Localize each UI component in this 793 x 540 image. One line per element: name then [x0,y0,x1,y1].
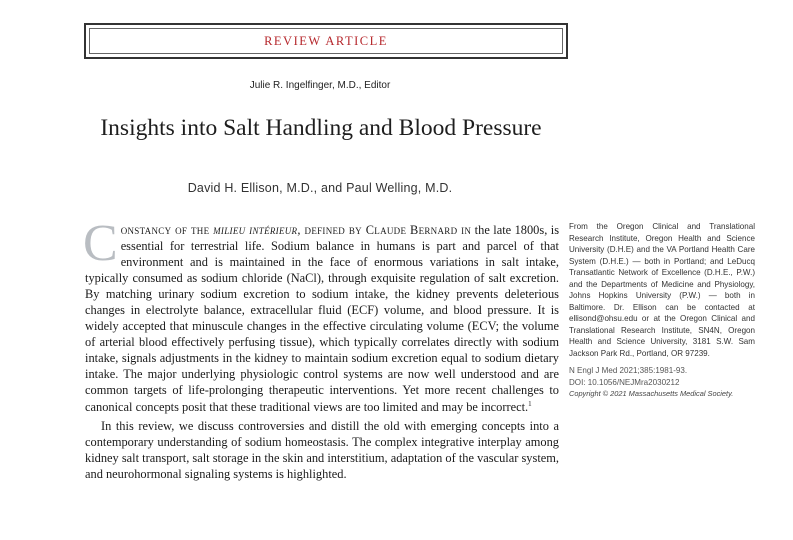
editor-text: Julie R. Ingelfinger, M.D., Editor [249,80,391,91]
lead-in [121,223,472,237]
lead-in-rest: defined by Claude Bernard in [300,223,472,237]
author-affiliations: From the Oregon Clinical and Translational Research Institute, Oregon Health and Science University (D.H.E) and the VA Portland Health Care System (D.H.E.) — both in Portland; and LeDucq Transatlantic Network of Excellence (D.H.E., P.W.) and the Departments of Medicine and Physiology, Johns Hopkins University (P.W.) — both in Baltimore. Dr. Ellison can be contacted at ellisond@ohsu.edu or at the Oregon Clinical and Translational Research Institute, SN4N, Oregon Health and Science University, 3181 S.W. Sam Jackson Park Rd., Portland, OR 97239. [569,222,755,358]
banner-inner-frame [89,28,563,54]
sidebar-notes [569,221,755,400]
paragraph-1 [83,215,560,415]
paragraph-1-text: the late 1800s, is essential for terrestrial life. Sodium balance in humans is part and parcel of that environment and is maintained in the face of enormous variations in salt intake, typically consumed as sodium chloride (NaCl), through exquisite regulation of salt excretion. By matching urinary sodium excretion to sodium intake, the kidney prevents deleterious changes in electrolyte balance, extracellular fluid (ECF) volume, and blood pressure. It is widely accepted that minuscule changes in the effective circulating volume (ECV; the volume of arterial blood effectively perfusing tissue), which typically correlates directly with sodium intake, signals adjustments in the kidney to maintain sodium excretion equal to sodium dietary intake. The major underlying physiologic control systems are now well understood and are common targets of life-prolonging therapeutic interventions. Yet more recent challenges to canonical concepts posit that these traditional views are too limited and may be incorrect. [85,223,560,414]
article-authors: David H. Ellison, M.D., and Paul Welling, M.D. [187,181,453,195]
article-type-label: REVIEW ARTICLE [264,33,388,48]
article-type-banner [84,23,568,59]
article-body [83,215,560,482]
paragraph-2: In this review, we discuss controversies and distill the old with emerging concepts into a contemporary understanding of sodium homeostasis. The complex integrative interplay among kidney salt transport, salt storage in the skin and interstitium, adaptation of the vascular system, and neurohormonal signaling systems is highlighted. [85,418,559,481]
editor-line [0,80,640,91]
copyright-notice: Copyright © 2021 Massachusetts Medical Society. [569,389,734,398]
doi-link[interactable]: DOI: 10.1056/NEJMra2030212 [569,377,680,387]
drop-cap: C [83,215,118,272]
lead-in-start: onstancy of the [120,223,214,237]
reference-superscript[interactable]: 1 [528,399,532,408]
journal-citation: N Engl J Med 2021;385:1981-93. [569,366,688,375]
article-title: Insights into Salt Handling and Blood Pressure [100,115,542,141]
lead-in-italic: milieu intérieur, [213,223,301,237]
